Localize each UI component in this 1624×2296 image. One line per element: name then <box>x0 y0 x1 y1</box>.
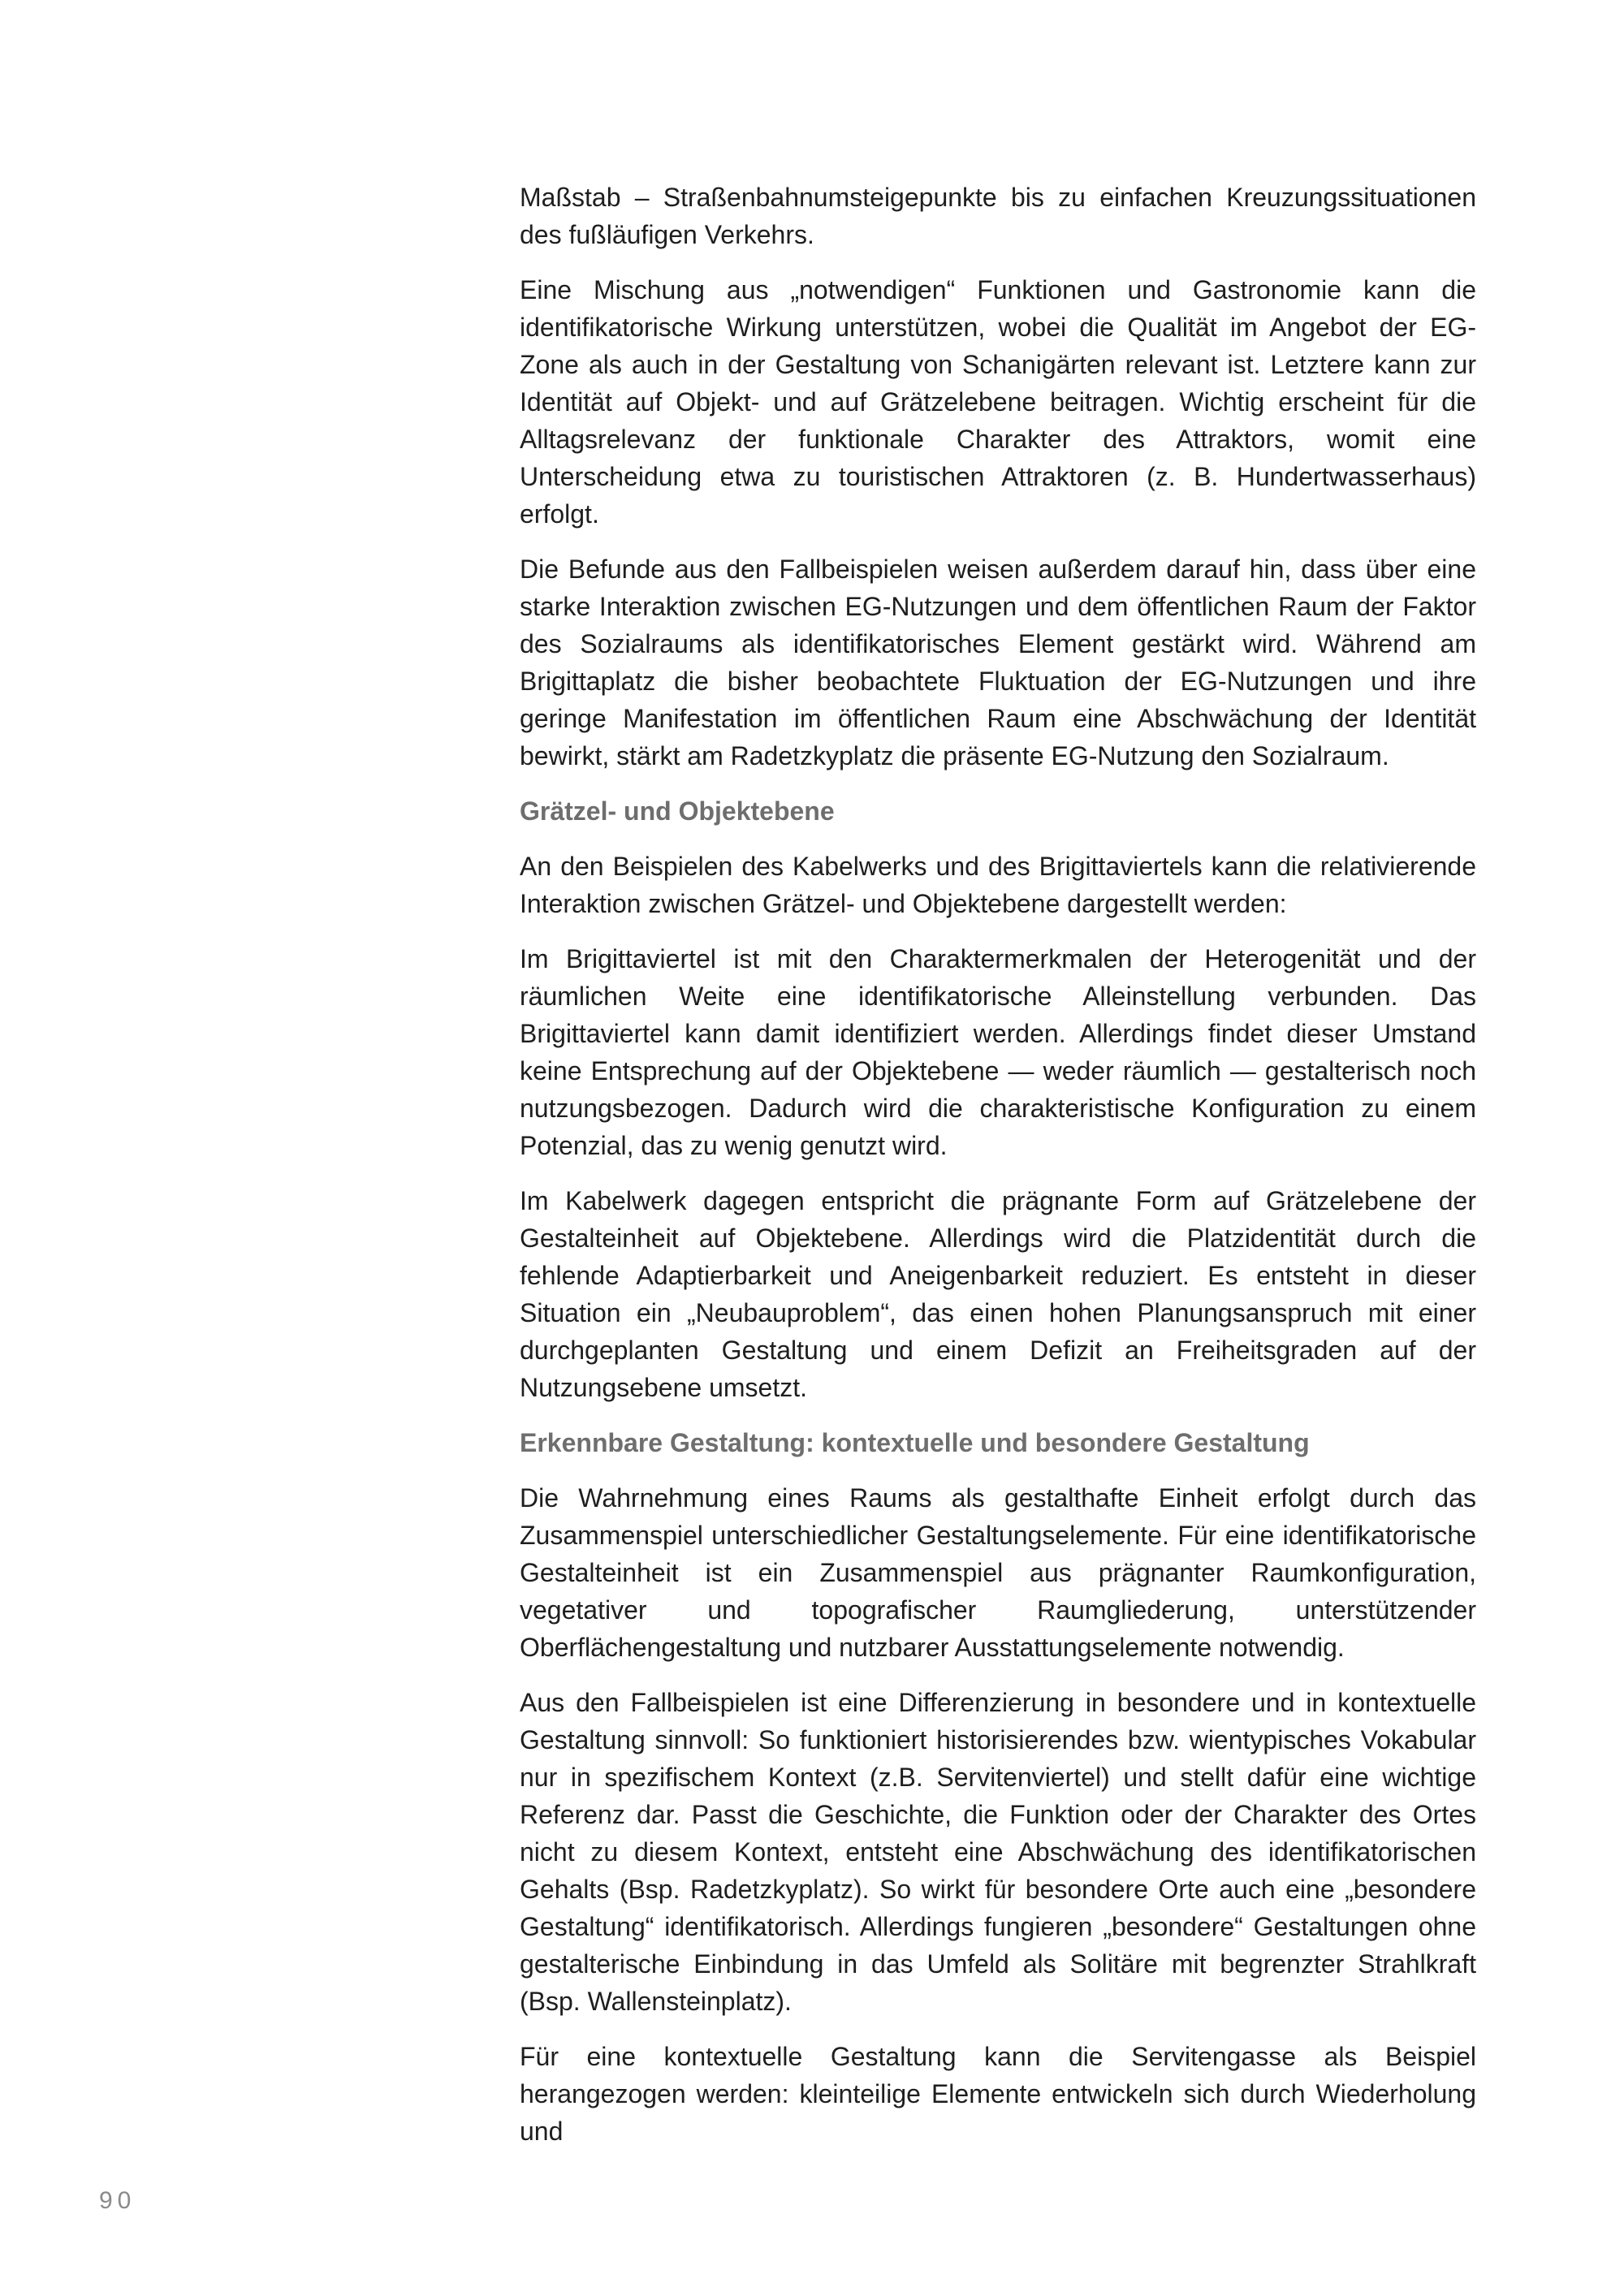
paragraph: Im Brigittaviertel ist mit den Charaktermerkmalen der Heterogenität und der räumlichen Weite eine identifikatorische Alleinstellung verbunden. Das Brigittaviertel kann damit identifiziert werden. Allerdings findet dieser Umstand keine Entsprechung auf der Objektebene — weder räumlich — gestalterisch noch nutzungsbezogen. Dadurch wird die charakteristische Konfiguration zu einem Potenzial, das zu wenig genutzt wird. <box>520 944 1476 1160</box>
paragraph: Eine Mischung aus „notwendigen“ Funktionen und Gastronomie kann die identifikatorische Wirkung unterstützen, wobei die Qualität im Angebot der EG-Zone als auch in der Gestaltung von Schanigärten relevant ist. Letztere kann zur Identität auf Objekt- und auf Grätzelebene beitragen. Wichtig erscheint für die Alltagsrelevanz der funktionale Charakter des Attraktors, womit eine Unterscheidung etwa zu touristischen Attraktoren (z. B. Hundertwasserhaus) erfolgt. <box>520 275 1476 529</box>
section-heading: Grätzel- und Objektebene <box>520 796 835 826</box>
paragraph: Aus den Fallbeispielen ist eine Differenzierung in besondere und in kontextuelle Gestaltung sinnvoll: So funktioniert historisierendes bzw. wientypisches Vokabular nur in spezifischem Kontext (z.B. Servitenviertel) und stellt dafür eine wichtige Referenz dar. Passt die Geschichte, die Funktion oder der Charakter des Ortes nicht zu diesem Kontext, entsteht eine Abschwächung des identifikatorischen Gehalts (Bsp. Radetzkyplatz). So wirkt für besondere Orte auch eine „besondere Gestaltung“ identifikatorisch. Allerdings fungieren „besondere“ Gestaltungen ohne gestalterische Einbindung in das Umfeld als Solitäre mit begrenzter Strahlkraft (Bsp. Wallensteinplatz). <box>520 1688 1476 2016</box>
paragraph: Die Wahrnehmung eines Raums als gestalthafte Einheit erfolgt durch das Zusammenspiel unterschiedlicher Gestaltungselemente. Für eine identifikatorische Gestalteinheit ist ein Zusammenspiel aus prägnanter Raumkonfiguration, vegetativer und topografischer Raumgliederung, unterstützender Oberflächengestaltung und nutzbarer Ausstattungselemente notwendig. <box>520 1483 1476 1662</box>
section-heading: Erkennbare Gestaltung: kontextuelle und besondere Gestaltung <box>520 1428 1310 1457</box>
paragraph: Für eine kontextuelle Gestaltung kann die Servitengasse als Beispiel herangezogen werden: kleinteilige Elemente entwickeln sich durch Wiederholung und <box>520 2042 1476 2146</box>
paragraph: Im Kabelwerk dagegen entspricht die prägnante Form auf Grätzelebene der Gestalteinheit auf Objektebene. Allerdings wird die Platzidentität durch die fehlende Adaptierbarkeit und Aneigenbarkeit reduziert. Es entsteht in dieser Situation ein „Neubauproblem“, das einen hohen Planungsanspruch mit einer durchgeplanten Gestaltung und einem Defizit an Freiheitsgraden auf der Nutzungsebene umsetzt. <box>520 1186 1476 1402</box>
main-text-column <box>520 179 1476 2168</box>
paragraph: Die Befunde aus den Fallbeispielen weisen außerdem darauf hin, dass über eine starke Interaktion zwischen EG-Nutzungen und dem öffentlichen Raum der Faktor des Sozialraums als identifikatorisches Element gestärkt wird. Während am Brigittaplatz die bisher beobachtete Fluktuation der EG-Nutzungen und ihre geringe Manifestation im öffentlichen Raum eine Abschwächung der Identität bewirkt, stärkt am Radetzkyplatz die präsente EG-Nutzung den Sozialraum. <box>520 555 1476 770</box>
paragraph: An den Beispielen des Kabelwerks und des Brigittaviertels kann die relativierende Interaktion zwischen Grätzel- und Objektebene dargestellt werden: <box>520 852 1476 918</box>
page-number: 90 <box>99 2187 136 2214</box>
paragraph: Maßstab – Straßenbahnumsteigepunkte bis zu einfachen Kreuzungssituationen des fußläufigen Verkehrs. <box>520 183 1476 249</box>
